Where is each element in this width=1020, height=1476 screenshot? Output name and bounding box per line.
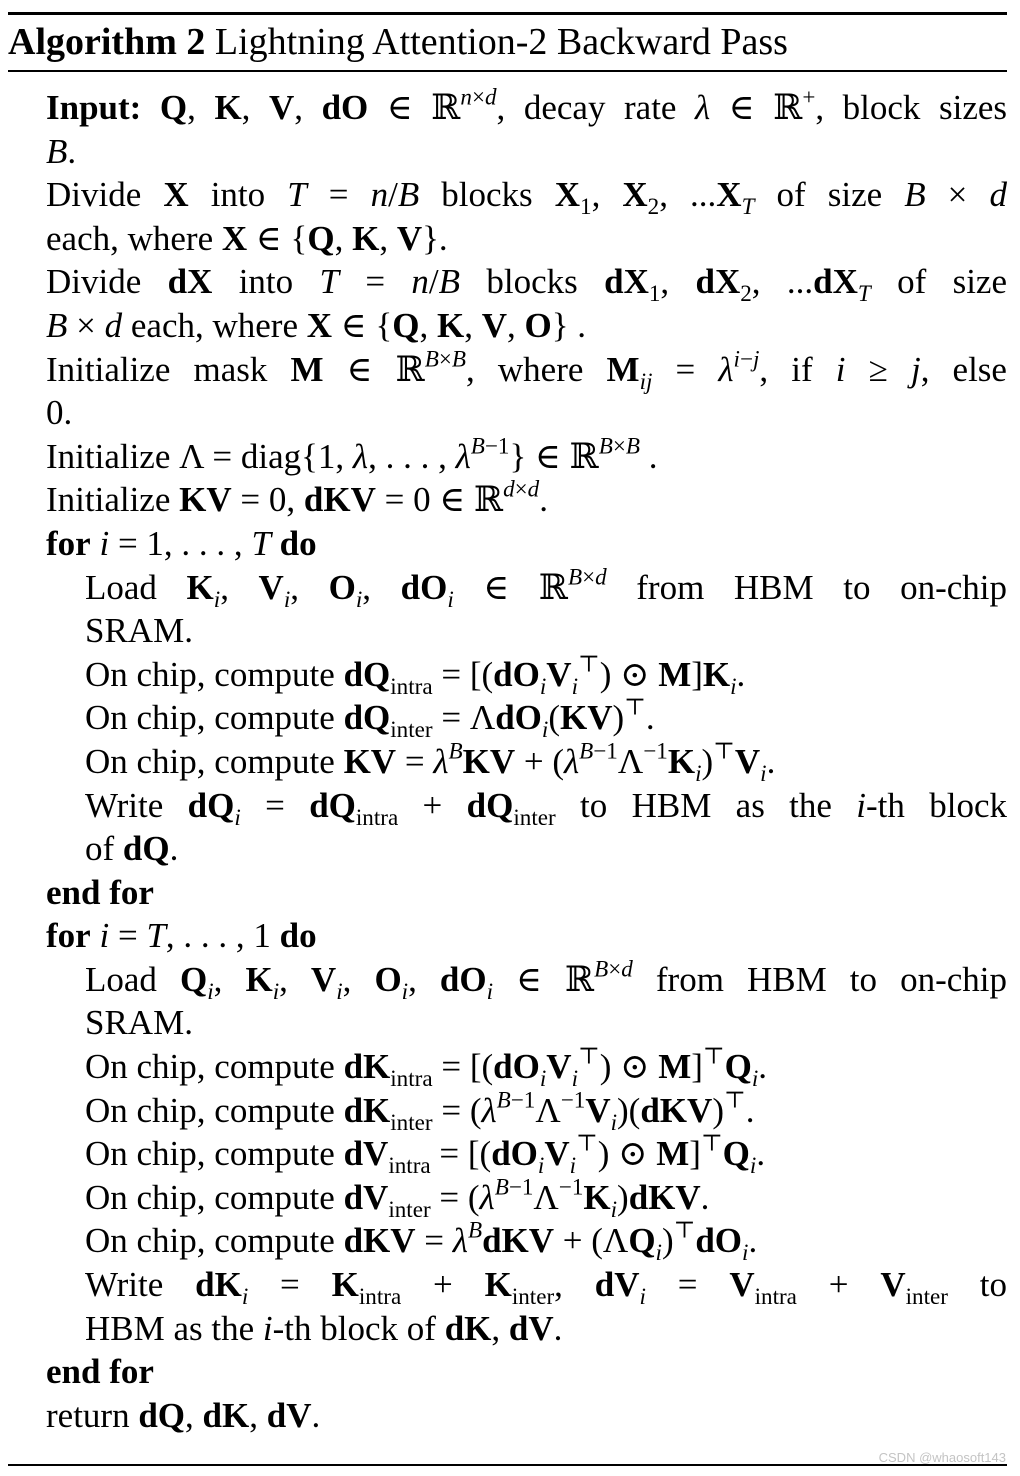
loop1-dq-inter-step: On chip, compute $dQ_{inter} = \Lambda dO_i(KV)^⊤$. xyxy=(85,694,655,743)
input-statement: Input: Q, K, V, dO ∈ ℝ$^{n\times d}$, decay rate λ ∈ ℝ+, block sizes B. xyxy=(46,83,1008,171)
watermark: CSDN @whaosoft143 xyxy=(878,1450,1006,1465)
divide-x-step: Divide X into T = n/B blocks $X_1$, $X_2$, $...X_T$ of size B × d each, where X ∈ {Q, K, V}. xyxy=(46,175,1007,258)
loop2-dk-inter-step: On chip, compute $dK_{inter} = (\lambda^{B-1}\Lambda^{-1}V_i)(dKV)^⊤$. xyxy=(85,1086,755,1135)
loop2-header: for i = T, . . . , 1 do xyxy=(46,916,317,956)
return-statement: return dQ, dK, dV. xyxy=(46,1395,321,1435)
loop1-load-step: Load $K_i$, $V_i$, $O_i$, $dO_i$ ∈ ℝ$^{B\times d}$ from HBM to on-chip SRAM. xyxy=(85,563,1008,651)
algorithm-title: Lightning Attention-2 Backward Pass xyxy=(214,21,788,63)
top-rule xyxy=(8,12,1007,15)
algorithm-caption xyxy=(8,16,1007,68)
loop1-kv-step: On chip, compute KV = $\lambda^BKV + (\lambda^{B-1}\Lambda^{-1}K_i)^⊤V_i$. xyxy=(85,737,776,786)
loop1-header: for i = 1, . . . , T do xyxy=(46,523,317,563)
loop2-dv-intra-step: On chip, compute $dV_{intra} = [(dO_iV_i^⊤)$ ⊙ $M]^⊤Q_i$. xyxy=(85,1129,766,1179)
divide-dx-step: Divide dX into T = n/B blocks $dX_1$, $dX_2$, $...dX_T$ of size B × d each, where X ∈ {Q, K, V, O} . xyxy=(46,262,1007,345)
loop1-write-step: Write $dQ_i = dQ_{intra} + dQ_{inter}$ to HBM as the i-th block of dQ. xyxy=(85,785,1007,869)
bottom-rule xyxy=(8,1464,1007,1466)
loop2-end: end for xyxy=(46,1352,154,1392)
loop2-dkv-step: On chip, compute dKV = $\lambda^BdKV + (\Lambda Q_i)^⊤dO_i$. xyxy=(85,1217,758,1266)
loop1-end: end for xyxy=(46,872,154,912)
algorithm-label: Algorithm 2 xyxy=(8,21,206,63)
init-lambda-step: Initialize Λ = diag{1, λ, . . . , $\lambda^{B-1}$} ∈ ℝ$^{B\times B}$ . xyxy=(46,432,658,476)
init-kv-step: Initialize KV = 0, dKV = 0 ∈ ℝ$^{d\times d}$. xyxy=(46,476,548,520)
caption-rule xyxy=(8,70,1007,72)
loop2-load-step: Load $Q_i$, $K_i$, $V_i$, $O_i$, $dO_i$ ∈ ℝ$^{B\times d}$ from HBM to on-chip SRAM. xyxy=(85,955,1008,1043)
init-mask-step: Initialize mask M ∈ ℝ$^{B\times B}$, where $M_{ij} = \lambda^{i-j}$, if i ≥ j, else 0. xyxy=(46,345,1007,433)
loop2-write-step: Write $dK_i = K_{intra} + K_{inter}$, $dV_i = V_{intra} + V_{inter}$ to HBM as the i-th block of dK, dV. xyxy=(85,1265,1008,1348)
loop2-dk-intra-step: On chip, compute $dK_{intra} = [(dO_iV_i^⊤)$ ⊙ $M]^⊤Q_i$. xyxy=(85,1042,768,1092)
loop2-dv-inter-step: On chip, compute $dV_{inter} = (\lambda^{B-1}\Lambda^{-1}K_i)dKV$. xyxy=(85,1173,710,1222)
loop1-dq-intra-step: On chip, compute $dQ_{intra} = [(dO_iV_i^⊤)$ ⊙ $M]K_i$. xyxy=(85,650,746,699)
algorithm-body xyxy=(46,83,1008,1437)
